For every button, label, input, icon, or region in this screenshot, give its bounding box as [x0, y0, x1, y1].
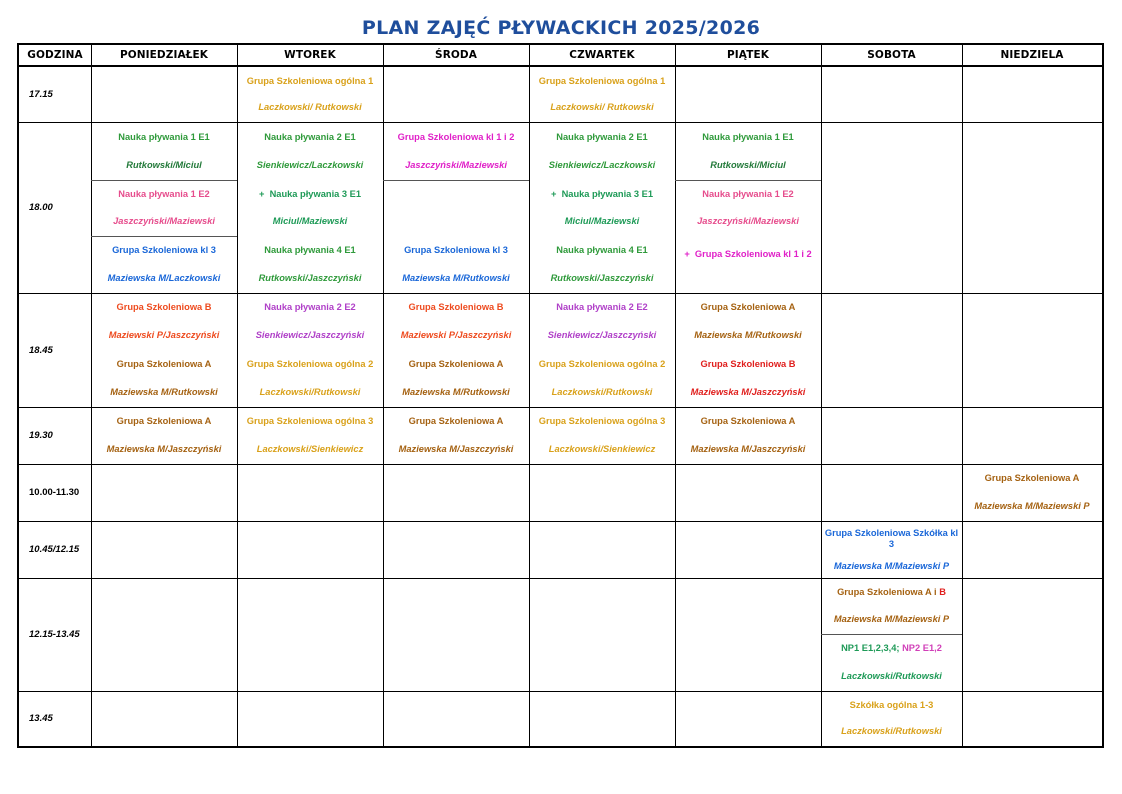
- time-label: 13.45: [29, 713, 53, 724]
- time-label: 18.00: [29, 202, 53, 213]
- schedule-entry: Grupa Szkoleniowa A Maziewska M/Jaszczyński: [398, 416, 514, 454]
- schedule-entry: Grupa Szkoleniowa ogólna 3 Laczkowski/Sienkiewicz: [538, 416, 666, 454]
- schedule-entry: Grupa Szkoleniowa ogólna 2 Laczkowski/Rutkowski: [538, 359, 666, 397]
- schedule-entry: + Nauka pływania 3 E1 Miciul/Maziewski: [258, 189, 362, 226]
- header-godzina: GODZINA: [27, 49, 83, 61]
- time-label: 18.45: [29, 344, 53, 356]
- header-wtorek: WTOREK: [284, 49, 336, 61]
- schedule-entry: Grupa Szkoleniowa A Maziewska M/Maziewski P: [974, 473, 1090, 511]
- header-piatek: PIĄTEK: [727, 49, 769, 61]
- schedule-entry: Grupa Szkoleniowa B Maziewski P/Jaszczyński: [108, 302, 220, 340]
- schedule-entry: Grupa Szkoleniowa A Maziewska M/Rutkowski: [402, 359, 510, 397]
- header-poniedzialek: PONIEDZIAŁEK: [119, 49, 209, 61]
- schedule-entry: Grupa Szkoleniowa B Maziewski P/Jaszczyński: [400, 302, 512, 340]
- grid-line: [383, 180, 529, 181]
- schedule-entry: Grupa Szkoleniowa kl 1 i 2 Jaszczyński/Maziewski: [397, 131, 515, 170]
- schedule-entry: Nauka pływania 1 E2 Jaszczyński/Maziewski: [113, 189, 215, 226]
- header-czwartek: CZWARTEK: [569, 49, 635, 61]
- grid-line: [17, 464, 1104, 465]
- schedule-entry: Grupa Szkoleniowa B Maziewska M/Jaszczyński: [690, 359, 806, 397]
- schedule-entry: Grupa Szkoleniowa A Maziewska M/Rutkowski: [694, 302, 802, 340]
- schedule-entry: Nauka pływania 2 E1 Sienkiewicz/Laczkowski: [548, 131, 656, 170]
- schedule-entry: Nauka pływania 2 E2 Sienkiewicz/Jaszczyński: [255, 302, 365, 340]
- plus-marker: +: [684, 248, 690, 259]
- schedule-entry: Grupa Szkoleniowa ogólna 2 Laczkowski/Rutkowski: [246, 359, 374, 397]
- grid-line: [17, 746, 1104, 748]
- schedule-entry: Nauka pływania 1 E1 Rutkowski/Miciul: [118, 131, 210, 170]
- header-niedziela: NIEDZIELA: [1000, 49, 1064, 61]
- page-title: PLAN ZAJĘĆ PŁYWACKICH 2025/2026: [361, 17, 761, 39]
- schedule-entry: Grupa Szkoleniowa ogólna 1 Laczkowski/ Rutkowski: [538, 75, 666, 113]
- schedule-entry: Nauka pływania 4 E1 Rutkowski/Jaszczyński: [258, 245, 362, 283]
- header-sobota: SOBOTA: [867, 49, 916, 61]
- schedule-entry: Nauka pływania 1 E2 Jaszczyński/Maziewski: [697, 189, 799, 226]
- grid-line: [962, 43, 963, 748]
- schedule-entry: Nauka pływania 2 E1 Sienkiewicz/Laczkowski: [256, 131, 364, 170]
- schedule-entry: Grupa Szkoleniowa A Maziewska M/Jaszczyński: [106, 416, 222, 454]
- time-label: 17.15: [29, 89, 53, 100]
- plus-marker: +: [258, 189, 265, 199]
- schedule-entry: Grupa Szkoleniowa A Maziewska M/Jaszczyński: [690, 416, 806, 454]
- schedule-entry: Grupa Szkoleniowa kl 3 Maziewska M/Rutkowski: [402, 245, 510, 283]
- plus-marker: +: [550, 189, 557, 199]
- schedule-entry: Grupa Szkoleniowa ogólna 3 Laczkowski/Sienkiewicz: [246, 416, 374, 454]
- schedule-entry: Grupa Szkoleniowa A Maziewska M/Rutkowski: [110, 359, 218, 397]
- time-label: 19.30: [29, 430, 53, 441]
- schedule-entry: Szkółka ogólna 1-3 Laczkowski/Rutkowski: [841, 699, 942, 737]
- schedule-entry: Grupa Szkoleniowa A i B Maziewska M/Maziewski P: [833, 587, 950, 624]
- schedule-entry: Nauka pływania 4 E1 Rutkowski/Jaszczyński: [550, 245, 654, 283]
- schedule-entry: NP1 E1,2,3,4; NP2 E1,2 Laczkowski/Rutkowski: [841, 643, 942, 681]
- schedule-entry: Nauka pływania 2 E2 Sienkiewicz/Jaszczyński: [547, 302, 657, 340]
- time-label: 12.15-13.45: [29, 629, 80, 640]
- time-label: 10.00-11.30: [29, 487, 80, 498]
- schedule-entry: Grupa Szkoleniowa ogólna 1 Laczkowski/ Rutkowski: [246, 75, 374, 113]
- schedule-entry: Grupa Szkoleniowa kl 3 Maziewska M/Laczkowski: [107, 245, 221, 283]
- grid-line: [1102, 43, 1104, 748]
- schedule-entry: + Grupa Szkoleniowa kl 1 i 2: [684, 248, 812, 259]
- schedule-entry: Grupa Szkoleniowa Szkółka kl 3 Maziewska M/Maziewski P: [824, 527, 959, 571]
- header-sroda: ŚRODA: [435, 49, 477, 61]
- time-label: 10.45/12.15: [29, 544, 80, 555]
- schedule-entry: Nauka pływania 1 E1 Rutkowski/Miciul: [702, 131, 794, 170]
- schedule-entry: + Nauka pływania 3 E1 Miciul/Maziewski: [550, 189, 654, 226]
